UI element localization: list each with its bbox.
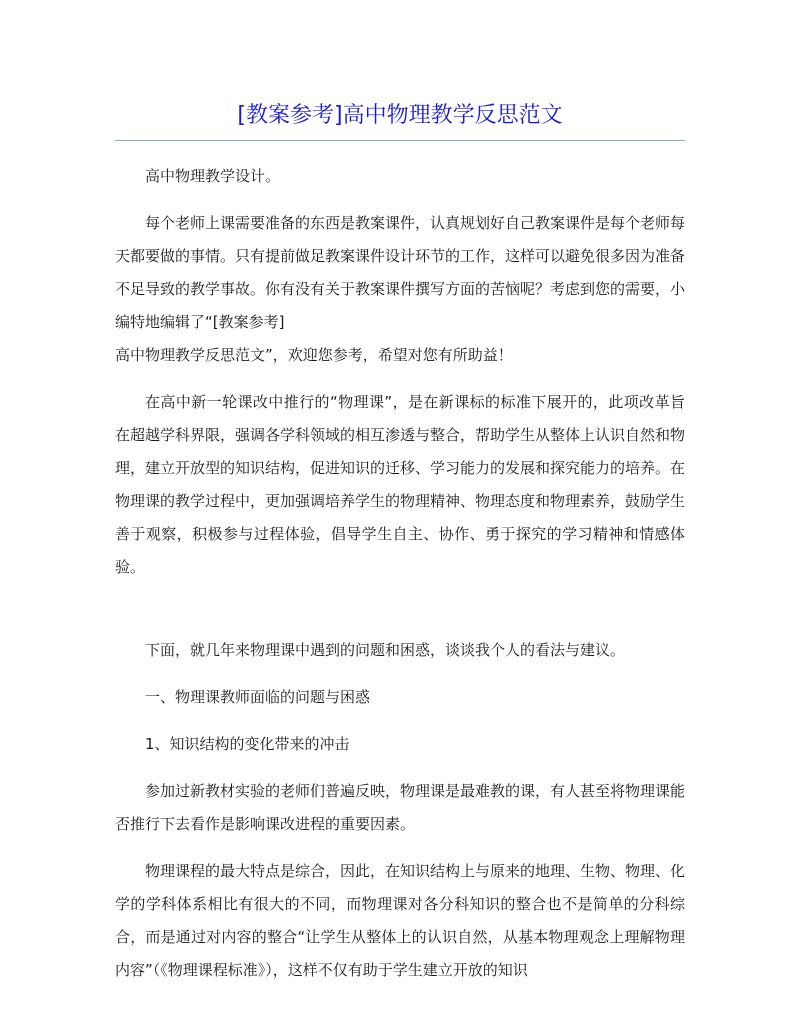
title-divider bbox=[115, 140, 685, 141]
paragraph-gap bbox=[115, 598, 685, 634]
paragraph-preface-continued: 高中物理教学反思范文”，欢迎您参考，希望对您有所助益！ bbox=[115, 346, 513, 364]
paragraph-preface: 每个老师上课需要准备的东西是教案课件，认真规划好自己教案课件是每个老师每天都要做的事情。只有提前做足教案课件设计环节的工作，这样可以避免很多因为准备不足导致的教学事故。你有没有关于教案课件撰写方面的苦恼呢？考虑到您的需要，小编特地编辑了“[教案参考] bbox=[115, 214, 686, 331]
paragraph-intro: 高中物理教学设计。 bbox=[145, 167, 281, 185]
subsection-heading: 1、知识结构的变化带来的冲击 bbox=[145, 735, 350, 753]
document-title: [教案参考]高中物理教学反思范文 bbox=[237, 103, 563, 128]
paragraph-curriculum: 物理课程的最大特点是综合，因此，在知识结构上与原来的地理、生物、物理、化学的学科体系相比有很大的不同，而物理课对各分科知识的整合也不是简单的分科综合，而是通过对内容的整合“让学生从整体上的认识自然，从基本物理观念上理解物理内容”（《物理课程标准》），这样不仅有助于学生建立开放的知识 bbox=[115, 862, 686, 979]
document-body bbox=[115, 160, 685, 1001]
paragraph-background: 在高中新一轮课改中推行的“物理课”，是在新课标的标准下展开的，此项改革旨在超越学科界限，强调各学科领域的相互渗透与整合，帮助学生从整体上认识自然和物理，建立开放型的知识结构，促进知识的迁移、学习能力的发展和探究能力的培养。在物理课的教学过程中，更加强调培养学生的物理精神、物理态度和物理素养，鼓励学生善于观察，积极参与过程体验，倡导学生自主、协作、勇于探究的学习精神和情感体验。 bbox=[115, 393, 686, 576]
paragraph-lead-in: 下面，就几年来物理课中遇到的问题和困惑，谈谈我个人的看法与建议。 bbox=[145, 641, 626, 659]
section-heading: 一、物理课教师面临的问题与困惑 bbox=[145, 688, 371, 706]
paragraph-feedback: 参加过新教材实验的老师们普遍反映，物理课是最难教的课，有人甚至将物理课能否推行下去看作是影响课改进程的重要因素。 bbox=[115, 782, 686, 833]
